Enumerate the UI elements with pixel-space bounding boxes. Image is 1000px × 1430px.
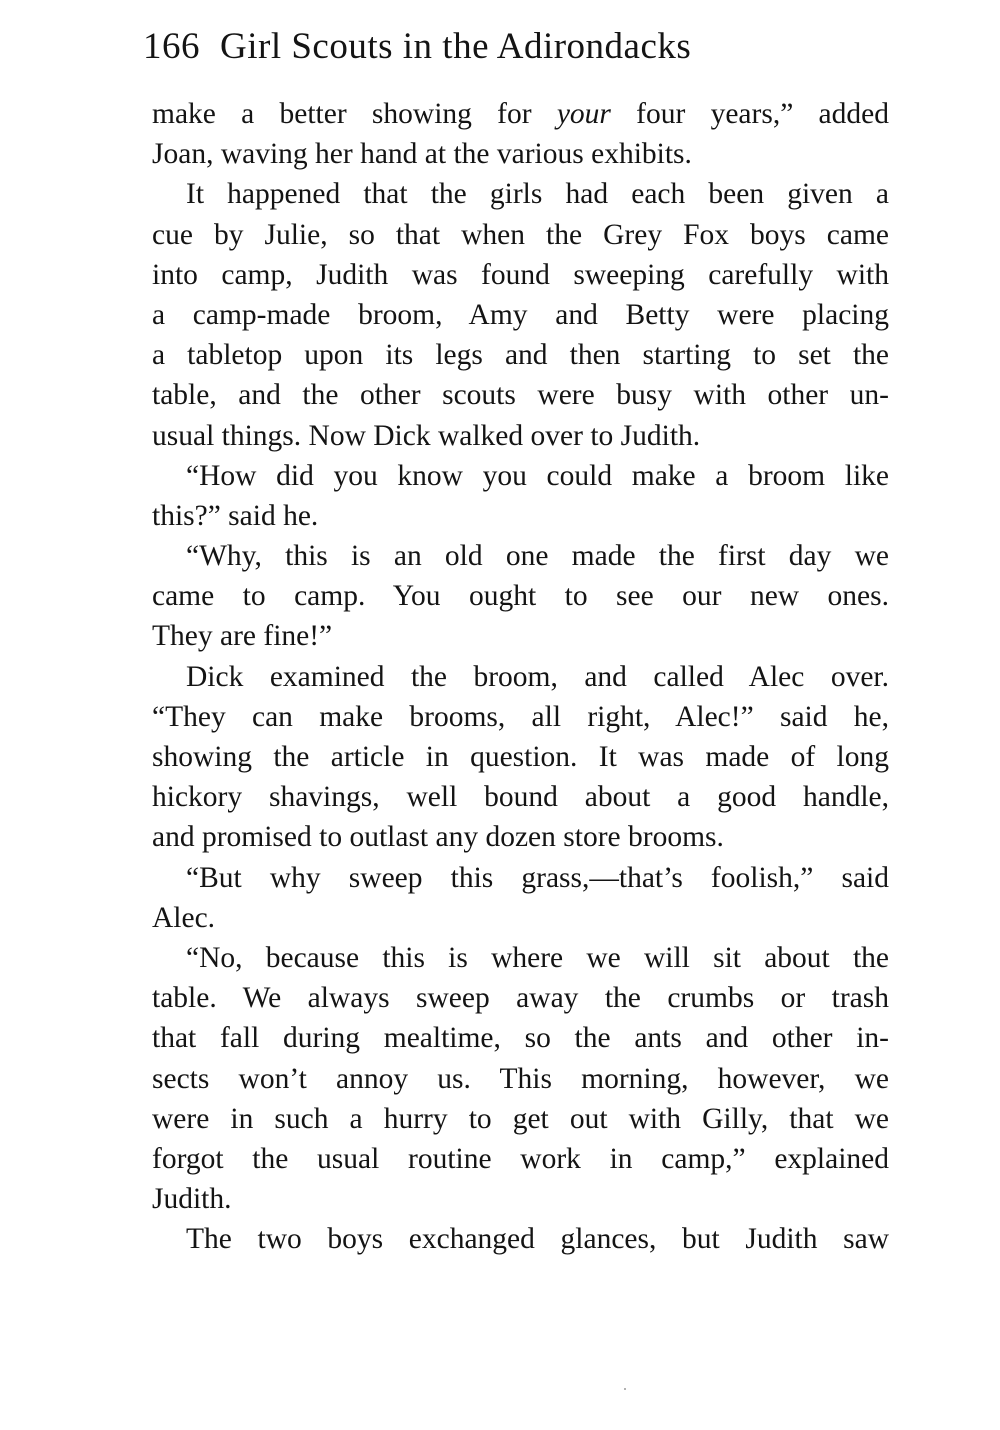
text-line: “They can make brooms, all right, Alec!” said he, bbox=[152, 700, 889, 733]
text-line: “How did you know you could make a broom like bbox=[186, 459, 889, 492]
text-line: table, and the other scouts were busy with other un- bbox=[152, 379, 889, 412]
text-line: Alec. bbox=[152, 901, 216, 934]
text-line: forgot the usual routine work in camp,” explained bbox=[152, 1142, 889, 1175]
text-line: hickory shavings, well bound about a good handle, bbox=[152, 781, 889, 814]
text-line: “No, because this is where we will sit about the bbox=[186, 941, 889, 974]
text-line: and promised to outlast any dozen store brooms. bbox=[152, 821, 724, 854]
text-line: Judith. bbox=[152, 1183, 232, 1216]
text-line: that fall during mealtime, so the ants and other in- bbox=[152, 1022, 889, 1055]
text-line: “But why sweep this grass,—that’s foolish,” said bbox=[186, 861, 889, 894]
text-line: table. We always sweep away the crumbs or trash bbox=[152, 982, 889, 1015]
page-number: 166 bbox=[143, 26, 200, 67]
text-segment: four years,” added bbox=[610, 98, 889, 130]
text-line: came to camp. You ought to see our new ones. bbox=[152, 580, 889, 613]
text-line: Joan, waving her hand at the various exhibits. bbox=[152, 138, 692, 171]
text-line: usual things. Now Dick walked over to Judith. bbox=[152, 419, 701, 452]
text-line: Dick examined the broom, and called Alec over. bbox=[186, 660, 889, 693]
text-line: a tabletop upon its legs and then starting to set the bbox=[152, 339, 889, 372]
text-line: were in such a hurry to get out with Gilly, that we bbox=[152, 1102, 889, 1135]
text-line: The two boys exchanged glances, but Judith saw bbox=[186, 1223, 889, 1256]
emphasized-word: your bbox=[556, 98, 611, 130]
text-line: “Why, this is an old one made the first day we bbox=[186, 540, 889, 573]
text-line: cue by Julie, so that when the Grey Fox boys came bbox=[152, 218, 889, 251]
text-line: showing the article in question. It was made of long bbox=[152, 741, 889, 773]
text-line: a camp-made broom, Amy and Betty were placing bbox=[152, 298, 889, 331]
text-line bbox=[152, 94, 889, 134]
running-head bbox=[143, 22, 903, 72]
body-text bbox=[152, 94, 889, 1259]
running-title: Girl Scouts in the Adirondacks bbox=[220, 26, 692, 67]
text-line: into camp, Judith was found sweeping carefully with bbox=[152, 258, 889, 291]
text-line: this?” said he. bbox=[152, 499, 319, 532]
text-segment: make a better showing for bbox=[152, 98, 557, 130]
text-line: They are fine!” bbox=[152, 620, 333, 653]
text-line: It happened that the girls had each been given a bbox=[186, 178, 889, 211]
scan-speck bbox=[624, 1388, 626, 1390]
text-line: sects won’t annoy us. This morning, however, we bbox=[152, 1062, 889, 1095]
